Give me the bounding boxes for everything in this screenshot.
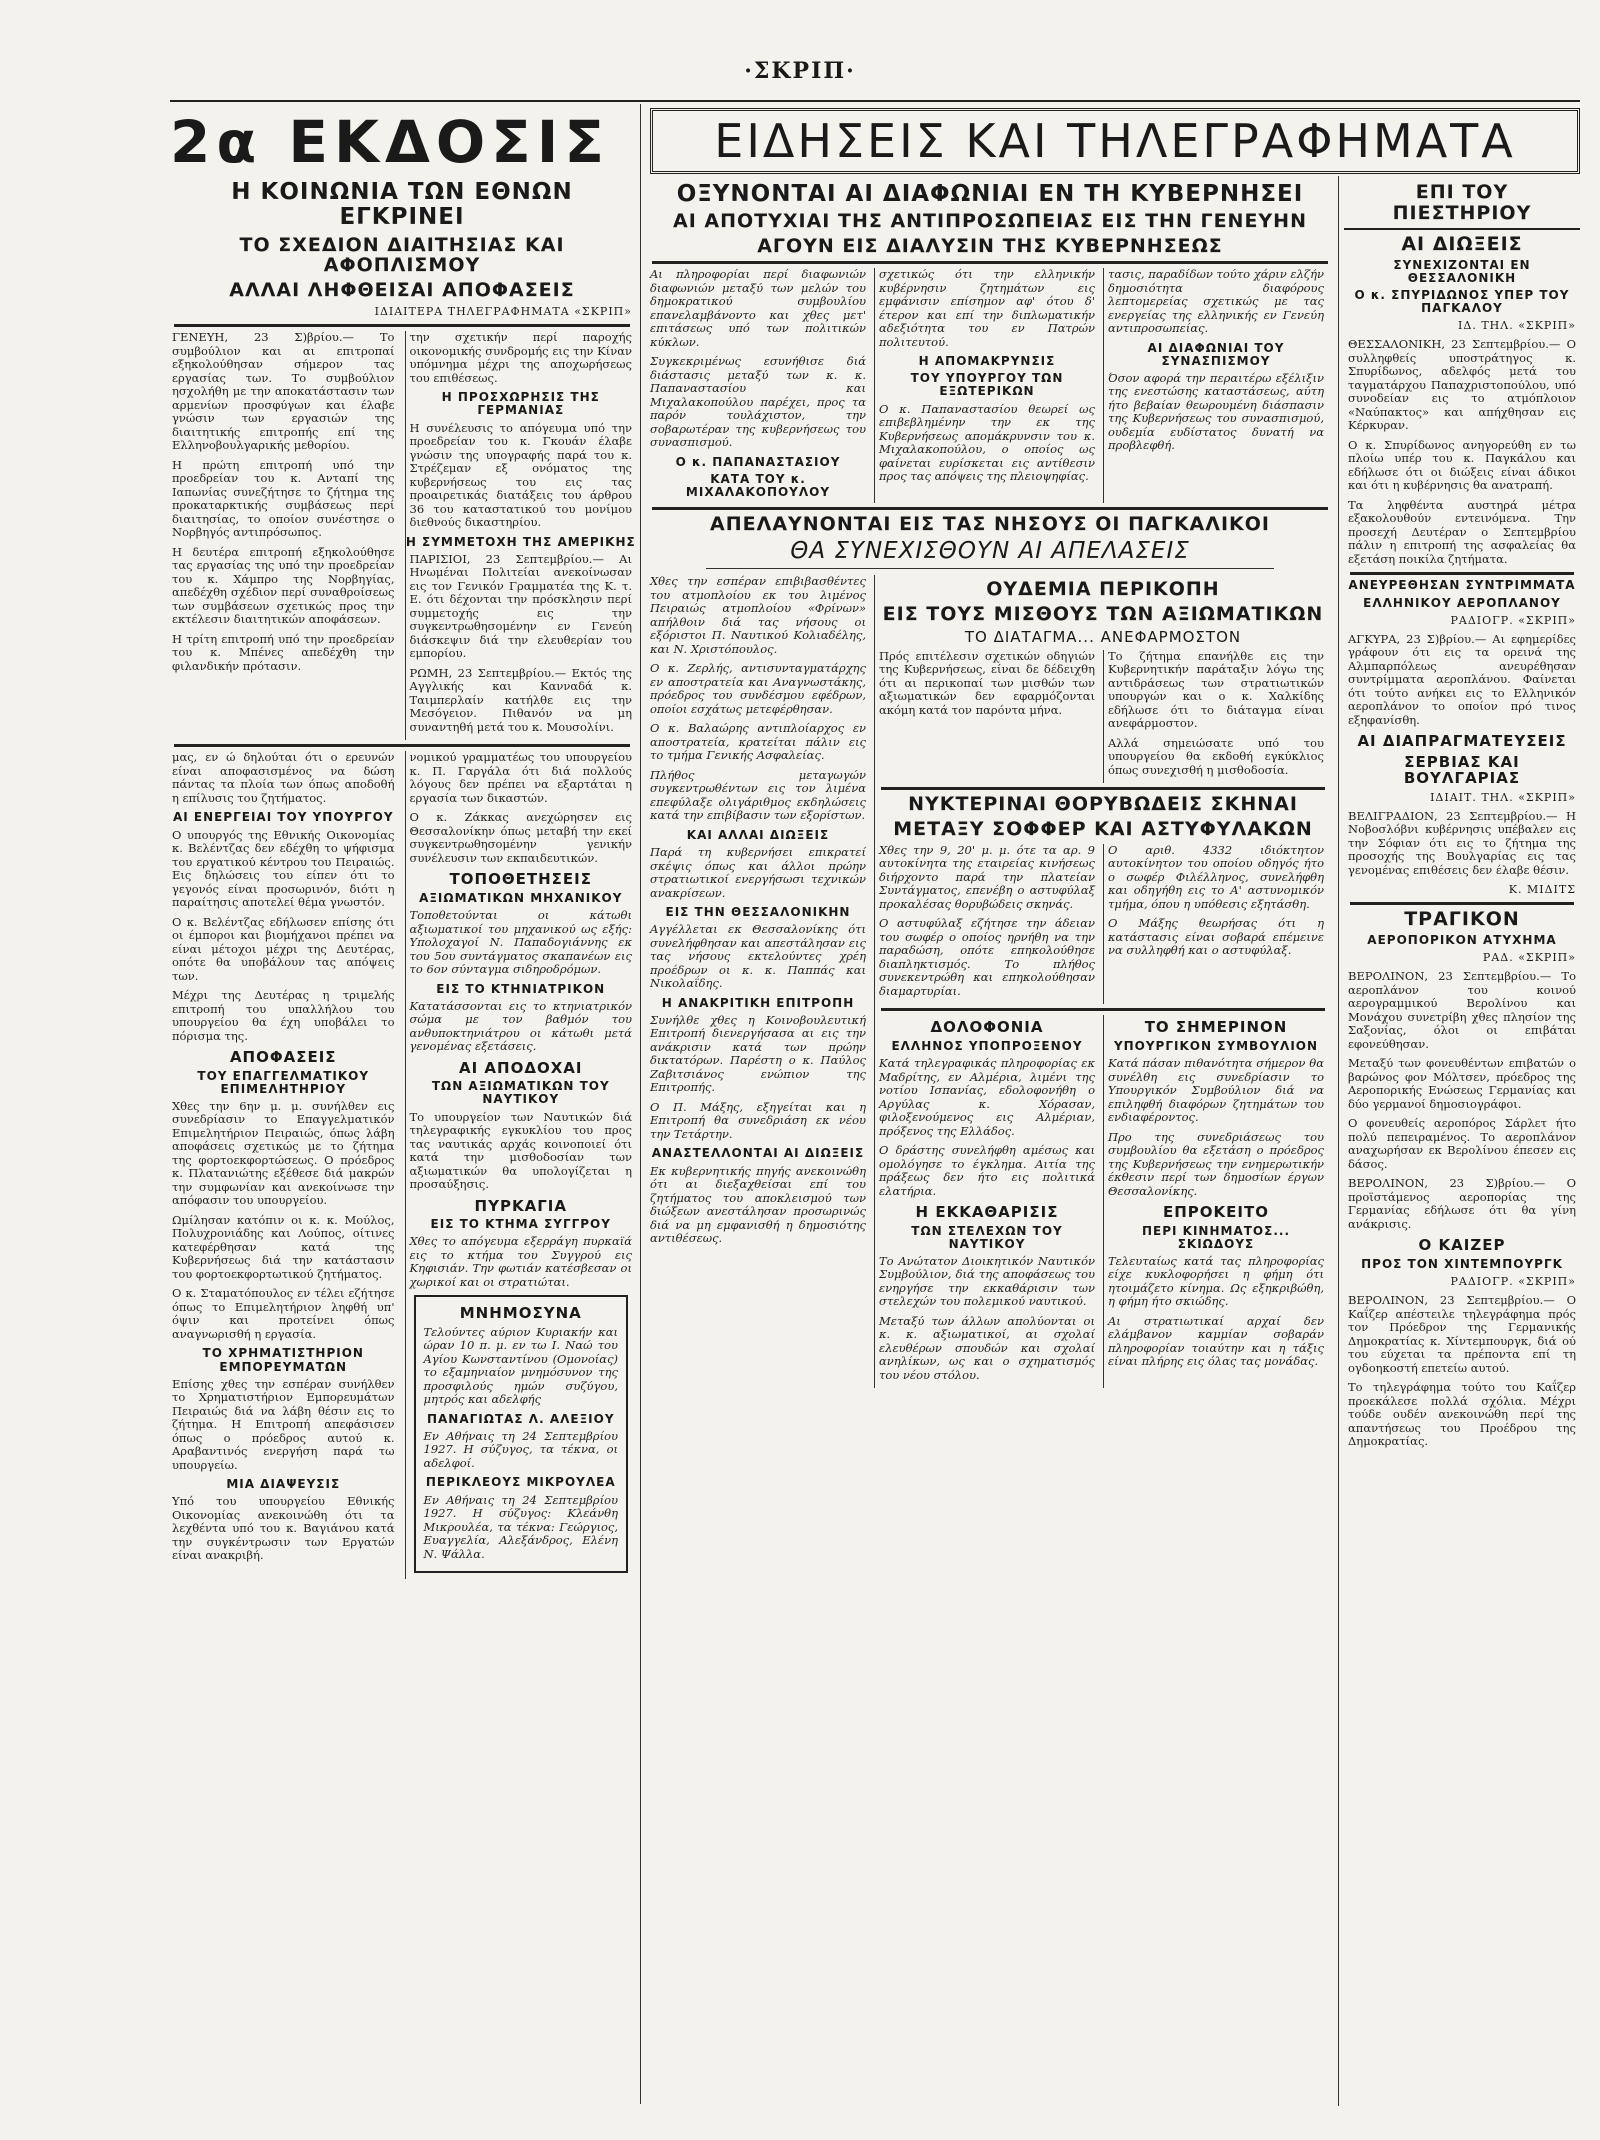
subcolumn-right-lower [405,751,637,1579]
divider [652,507,1328,510]
article-paragraph: Ο κ. Σπυρίδωνος ανηγορεύθη εν τω πλοίω υπέρ του κ. Παγκάλου και εδήλωσε ότι οι διώξεις είναι άδικοι και ότι η κυβέρνησις θα ανατραπή. [1348,437,1576,493]
article-paragraph: Ο κ. Βαλαώρης αντιπλοίαρχος εν αποστρατεία, κρατείται πάλιν εις το τμήμα Γενικής Ασφαλείας. [650,721,866,763]
subheading-xintemburg: ΠΡΟΣ ΤΟΝ ΧΙΝΤΕΜΠΟΥΡΓΚ [1361,1256,1563,1271]
article-paragraph: Επίσης χθες την εσπέραν συνήλθεν το Χρηματιστήριον Εμπορευμάτων Πειραιώς διά να λάβη θέσιν εις το ζήτημα. Η Επιτροπή απεφάσισεν όπως ο πρόεδρος αυτού κ. Αραβαντινός ενεργήση παρά τω υπουργείω. [172,1376,395,1472]
left-section [168,176,636,2096]
subheading-symvoulion: ΥΠΟΥΡΓΙΚΟΝ ΣΥΜΒΟΥΛΙΟΝ [1113,1038,1319,1053]
article-paragraph: ΒΕΡΟΛΙΝΟΝ, 23 Σεπτεμβρίου.— Το αεροπλάνον του κοινού αερογραμμικού Βερολίνου και Μονάχου συνετρίβη χθες πλησίον της Σαξονίας, όλοι οι επιβάται εφονεύθησαν. [1348,969,1576,1051]
byline: Κ. ΜΙΔΙΤΣ [1508,883,1576,897]
subheading-michalakopoulou: ΚΑΤΑ ΤΟΥ κ. ΜΙΧΑΛΑΚΟΠΟΥΛΟΥ [685,471,831,499]
subheading-apodoxai: ΑΙ ΑΠΟΔΟΧΑΙ [459,1058,583,1077]
article-paragraph: νομικού γραμματέως του υπουργείου κ. Π. Γαργάλα ότι διά πολλούς λόγους δεν πρέπει να εξαρτάται η εργασία των δικαστών. [409,750,632,805]
subheading-aeroplanou: ΕΛΛΗΝΙΚΟΥ ΑΕΡΟΠΛΑΝΟΥ [1363,595,1561,610]
headline-piestirion: ΕΠΙ ΤΟΥ ΠΙΕΣΤΗΡΙΟΥ [1344,182,1580,230]
subheading-servias: ΣΕΡΒΙΑΣ ΚΑΙ ΒΟΥΛΓΑΡΙΑΣ [1403,752,1521,788]
article-paragraph: Κατατάσσονται εις το κτηνιατρικόν σώμα με τον βαθμόν του ανθυποκτηνιάτρου οι κάτωθι μετά γενομένας εξετάσεις. [409,998,632,1054]
subheading-kinimatos: ΠΕΡΙ ΚΙΝΗΜΑΤΟΣ... ΣΚΙΩΔΟΥΣ [1141,1223,1290,1251]
divider [1350,572,1574,575]
article-paragraph: Αι πληροφορίαι περί διαφωνιών διαφωνιών μεταξύ των μελών του δημοκρατικού συμβουλίου επανελαμβάνοντο και χθες μετ' επιτάσεως υπό των πολιτικών κύκλων. [650,267,866,349]
article-paragraph: Το τηλεγράφημα τούτο του Καΐζερ προεκάλεσε πολλά σχόλια. Μέχρι τούδε ουδέν ανεκοινώθη περί της απαντήσεως του Προέδρου της Δημοκρατίας. [1348,1380,1576,1449]
article-paragraph: ΠΑΡΙΣΙΟΙ, 23 Σεπτεμβρίου.— Αι Ηνωμέναι Πολιτείαι ανεκοίνωσαν εις τον Γενικόν Γραμματέα της Κ. τ. Ε. ότι δέχονται την πρόσκλησιν περί συμμετοχής εις την συγκεντρωθησομένην εν Γενεύη διάσκεψιν διά την ελευθερίαν του εμπορίου. [409,551,632,661]
subcolumn-left [168,331,399,740]
byline: ΙΔΙΑΙΤ. ΤΗΛ. «ΣΚΡΙΠ» [1430,790,1576,804]
article-paragraph: Χθες την εσπέραν επιβιβασθέντες του ατμοπλοίου εκ του λιμένος Πειραιώς ατμοπλοίου «Φρίνων» απήλθοιν διά τας νήσους οι εξόριστοι Π. Ναυτικού Κολιαδέλης, και Ν. Χριστόπουλος. [650,574,866,656]
news-banner: ΕΙΔΗΣΕΙΣ ΚΑΙ ΤΗΛΕΓΡΑΦΗΜΑΤΑ [650,108,1580,174]
article-paragraph: Τα ληφθέντα αυστηρά μέτρα εξακολουθούν εντεινόμενα. Την προσεχή Δευτέραν ο Σεπτεμβρίου πάλιν η επιτροπή της ασφαλείας θα εξετάση ποικίλα ζητήματα. [1348,497,1576,566]
divider [174,324,630,327]
subheading-papanastasiou: Ο κ. ΠΑΠΑΝΑΣΤΑΣΙΟΥ [675,454,841,469]
article-paragraph: Η συνέλευσις το απόγευμα υπό την προεδρείαν του κ. Γκουάν έλαβε γνώσιν της υπογραφής παρά του κ. Στρέζεμαν εξ ονόματος της κυβερνήσεως του εις τας προαιρετικάς διατάξεις του άρθρου 36 του καταστατικού του μονίμου διεθνούς δικαστηρίου. [409,420,632,530]
subheading-atyxima: ΑΕΡΟΠΟΡΙΚΟΝ ΑΤΥΧΗΜΑ [1367,933,1557,948]
middle-col-d [646,575,870,1388]
headline-apotyxiai: ΑΙ ΑΠΟΤΥΧΙΑΙ ΤΗΣ ΑΝΤΙΠΡΟΣΩΠΕΙΑΣ ΕΙΣ ΤΗΝ ΓΕΝΕΥΗΝ [673,210,1307,233]
article-paragraph: Ο αστυφύλαξ εζήτησε την άδειαν του σωφέρ ο οποίος ηρνήθη να την παραδώση, οπότε επηκολούθησε διαπληκτισμός. Το πλήθος συνεκεντρώθη και επηκολούθησαν διαμαρτυρίαι. [879,916,1095,998]
article-paragraph: ΒΕΡΟΛΙΝΟΝ, 23 Σεπτεμβρίου.— Ο Καΐζερ απέστειλε τηλεγράφημα πρός τον Πρόεδρον της Γερμανικής Δημοκρατίας κ. Χίντεμπουργκ, διά ού του εύχεται τα πρέποντα επί τη ογδοηκοστή επετείω αυτού. [1348,1293,1576,1375]
lower-two-column [168,751,636,1579]
article-paragraph: Τελούντες αύριον Κυριακήν και ώραν 10 π. μ. εν τω Ι. Ναώ του Αγίου Κωνσταντίνου (Ομονοίας) το εξαμηνιαίον μνημόσυνον της προσφιλούς ημών συζύγου, μητρός και αδελφής [423,1324,618,1407]
headline-allai: ΑΛΛΑΙ ΛΗΦΘΕΙΣΑΙ ΑΠΟΦΑΣΕΙΣ [229,279,575,302]
article-paragraph: Υπό του υπουργείου Εθνικής Οικονομίας ανεκοινώθη ότι τα λεχθέντα υπό του κ. Βαγιάνου κατά την συγκέντρωσιν των Εργατών είναι ανακριβή. [172,1494,395,1563]
article-paragraph: Αι στρατιωτικαί αρχαί δεν ελάμβανον καμμίαν σοβαράν πληροφορίαν τοιαύτην και η τάξις είναι πλήρης εις όλας τας μονάδας. [1108,1313,1324,1369]
article-paragraph: ΓΕΝΕΥΗ, 23 Σ)βρίου.— Το συμβούλιον και αι επιτροπαί εξηκολούθησαν σήμερον τας εργασίας των. Το συμβούλιον ησχολήθη με την αποκατάστασιν των αρμενίων προσφύγων και έλαβε γνώσιν των εργασιών της διαιτητικής επιτροπής επί της Ελληνοβουλγαρικής μεθορίου. [172,330,395,453]
headline-schedion: ΤΟ ΣΧΕΔΙΟΝ ΔΙΑΙΤΗΣΙΑΣ ΚΑΙ ΑΦΟΠΛΙΣΜΟΥ [239,233,565,277]
subheading-amerikis: Η ΣΥΜΜΕΤΟΧΗ ΤΗΣ ΑΜΕΡΙΚΗΣ [405,534,636,549]
edition-banner: 2α ΕΚΔΟΣΙΣ [170,108,610,176]
subheading-ktiniatrikon: ΕΙΣ ΤΟ ΚΤΗΝΙΑΤΡΙΚΟΝ [436,981,606,996]
headline-apelaunontai: ΑΠΕΛΑΥΝΟΝΤΑΙ ΕΙΣ ΤΑΣ ΝΗΣΟΥΣ ΟΙ ΠΑΓΚΑΛΙΚΟΙ [710,513,1270,536]
byline: ΡΑΔ. «ΣΚΡΙΠ» [1482,951,1576,965]
oudemia-col-a [875,650,1099,784]
subheading-thessaloniki: ΣΥΝΕΧΙΖΟΝΤΑΙ ΕΝ ΘΕΣΣΑΛΟΝΙΚΗ [1393,257,1531,285]
subheading-kai-alles: ΚΑΙ ΑΛΛΑΙ ΔΙΩΞΕΙΣ [686,827,830,842]
memorial-box [414,1295,629,1573]
subheading-simerinon: ΤΟ ΣΗΜΕΡΙΝΟΝ [1144,1018,1288,1037]
subheading-apofaseis: ΑΠΟΦΑΣΕΙΣ [229,1048,337,1067]
article-paragraph: Μεταξύ των άλλων απολύονται οι κ. κ. αξιωματικοί, αι σχολαί ελευθέρων σπουδών και σχολαί ανηλίκων, ως και ο σχηματισμός του νέου στόλου. [879,1313,1095,1382]
subheading-epimelitirio: ΤΟΥ ΕΠΑΓΓΕΛΜΑΤΙΚΟΥ ΕΠΙΜΕΛΗΤΗΡΙΟΥ [197,1068,370,1096]
article-paragraph: Προ της συνεδριάσεως του συμβουλίου θα εξετάση ο πρόεδρος της Κυβερνήσεως την ενημερωτικήν έκθεσιν περί των δημοσίων έργων Θεσσαλονίκης. [1108,1129,1324,1198]
article-paragraph: Το υπουργείον των Ναυτικών διά τηλεγραφικής εγκυκλίου του προς τας ναυτικάς αρχάς κοινοποιεί ότι κατά την μισθοδοσίαν των αξιωματικών θα υπολογίζεται η προσαύξησις. [409,1109,632,1192]
subheading-anastellontai: ΑΝΑΣΤΕΛΛΟΝΤΑΙ ΑΙ ΔΙΩΞΕΙΣ [651,1146,865,1161]
lower-right-col-a [875,1015,1099,1388]
subheading-apomakrynsis: Η ΑΠΟΜΑΚΡΥΝΣΙΣ [918,354,1056,369]
article-paragraph: Η τρίτη επιτροπή υπό την προεδρείαν του κ. Μπένες απεδέχθη την φιλανδικήν πρότασιν. [172,631,395,673]
subheading-diapsefsis: ΜΙΑ ΔΙΑΨΕΥΣΙΣ [226,1477,341,1492]
article-paragraph: Ο κ. Παπαναστασίου θεωρεί ως επιβεβλημένην την εκ της Κυβερνήσεως απομάκρυνσιν του κ. Μιχαλακοπούλου, ο οποίος ως φαίνεται ευρίσκεται εις αντίθεσιν προς τας απόψεις της πλειοψηφίας. [879,401,1095,484]
byline: ΙΔ. ΤΗΛ. «ΣΚΡΙΠ» [1458,319,1576,333]
article-paragraph: Αλλά σημειώσατε υπό του υπουργείου θα εκδοθή εγκύκλιος όπως συνεχισθή η μισθοδοσία. [1108,735,1324,777]
article-paragraph: Η δευτέρα επιτροπή εξηκολούθησε τας εργασίας της υπό την προεδρείαν του κ. Χάμπρο της Νορβηγίας, απεδέχθη σχέδιον περί συναθροίσεως των συμβάσεων σχετικώς προς την εκτέλεσιν διαιτητικών αποφάσεων. [172,544,395,627]
subheading-eprokeito: ΕΠΡΟΚΕΙΤΟ [1163,1203,1269,1222]
subheading-nautikou: ΤΩΝ ΑΞΙΩΜΑΤΙΚΩΝ ΤΟΥ ΝΑΥΤΙΚΟΥ [431,1079,610,1107]
subheading-diapragmateuseis: ΑΙ ΔΙΑΠΡΑΓΜΑΤΕΥΣΕΙΣ [1357,732,1567,751]
column-rule [1338,176,1339,2106]
subheading-dolofonia: ΔΟΛΟΦΟΝΙΑ [930,1018,1044,1037]
subheading-thessaloniki: ΕΙΣ ΤΗΝ ΘΕΣΣΑΛΟΝΙΚΗΝ [665,905,851,920]
article-paragraph: Ο κ. Ζάκκας ανεχώρησεν εις Θεσσαλονίκην όπως μεταβή την εκεί συγκεντρωθησομένην γενικήν συνέλευσιν των εκπαιδευτικών. [409,810,632,865]
divider [881,1008,1325,1011]
right-section [1344,178,1580,2098]
article-paragraph: Το Ανώτατον Διοικητικόν Ναυτικόν Συμβούλιον, διά της αποφάσεως του ενηργήσε την εκκαθάρισιν των στελεχών του πολεμικού ναυτικού. [879,1253,1095,1309]
article-paragraph: ΒΕΛΙΓΡΑΔΙΟΝ, 23 Σεπτεμβρίου.— Η Νοβοσλόβνι κυβέρνησις υπέβαλεν εις την Σόφιαν ότι εις το ζήτημα της προσοχής της Βουλγαρίας εις τας γενομένας επιθέσεις δεν έλαβε θέσιν. [1348,808,1576,877]
article-paragraph: Τοποθετούνται οι κάτωθι αξιωματικοί του μηχανικού ως εξής: Υπολοχαγοί Ν. Παπαδογιάννης εκ του 5ου συντάγματος σκαπανέων εις το 6ον σύνταγμα σιδηροδρόμων. [409,908,632,977]
nykterinai-col-b [1103,844,1328,1005]
article-paragraph: Ο κ. Σταματόπουλος εν τέλει εζήτησε όπως το Επιμελητήριον ληφθή υπ' όψιν και προτείνει όπως αναγνωρισθή η εργασία. [172,1286,395,1341]
divider [1350,902,1574,905]
headline-nykterinai: ΝΥΚΤΕΡΙΝΑΙ ΘΟΡΥΒΩΔΕΙΣ ΣΚΗΝΑΙ [908,793,1298,816]
divider [881,787,1325,790]
divider [174,744,630,747]
subheading-diafonia: ΑΙ ΔΙΑΦΩΝΙΑΙ ΤΟΥ ΣΥΝΑΣΠΙΣΜΟΥ [1147,340,1285,368]
article-paragraph: Το ζήτημα επανήλθε εις την Κυβερνητικήν παράταξιν λόγω της αντιδράσεως των στρατιωτικών υπουργών και ο κ. Χαλκίδης εδήλωσε ότι το διάταγμα είναι ανεφάρμοστον. [1108,648,1324,731]
article-two-column [168,331,636,740]
subcolumn-left-lower [168,751,399,1579]
article-paragraph: Ο Π. Μάξης, εξηγείται και η Επιτροπή θα συνεδριάση εκ νέου την Τετάρτην. [650,1099,866,1141]
article-paragraph: Χθες την 6ην μ. μ. συνήλθεν εις συνεδρίασιν το Επαγγελματικόν Επιμελητήριον Πειραιώς, όπως λάβη αποφάσεις σχετικώς με το ζήτημα της φορτοεκφορτώσεως. Ο πρόεδρος κ. Πλατανιώτης εξέθεσε διά μακρών την συμφωνίαν και ανεκοίνωσε την απόφασιν του υπουργείου. [172,1098,395,1208]
subheading-energeiai: ΑΙ ΕΝΕΡΓΕΙΑΙ ΤΟΥ ΥΠΟΥΡΓΟΥ [172,810,394,825]
article-paragraph: Εν Αθήναις τη 24 Σεπτεμβρίου 1927. Η σύζυγος, τα τέκνα, οι αδελφοί. [423,1428,618,1470]
article-paragraph: ΡΩΜΗ, 23 Σεπτεμβρίου.— Εκτός της Αγγλικής και Κανναδά κ. Ταιμπερλαίν κατήλθε εις την Μεσόγειον. Πιθανόν να μη συναντηθή μετά του κ. Μουσολίνι. [409,665,632,734]
lower-right-columns [875,1015,1331,1388]
subheading-exoterikon: ΤΟΥ ΥΠΟΥΡΓΟΥ ΤΩΝ ΕΞΩΤΕΡΙΚΩΝ [910,371,1064,399]
oudemia-columns [875,650,1331,784]
underline [706,568,1274,569]
article-paragraph: Ωμίλησαν κατόπιν οι κ. κ. Μούλος, Πολυχρονιάδης και Λούπος, οίτινες κατεφέρθησαν κατά της Κυβερνήσεως διά την κατάστασιν του φορτοεκφορτωτικού ζητήματος. [172,1212,395,1281]
article-paragraph: Μεταξύ των φονευθέντων επιβατών ο βαρώνος φον Μόλτσεν, πρόεδρος της Αεροπορικής Ενώσεως Γερμανίας και δύο γερμανοί δημοσιογράφοι. [1348,1056,1576,1111]
subheading-topothetiseis: ΤΟΠΟΘΕΤΗΣΕΙΣ [449,870,592,889]
masthead: ·ΣΚΡΙΠ· [744,58,856,84]
article-paragraph: Ο υπουργός της Εθνικής Οικονομίας κ. Βελέντζας δεν εδέχθη το ψήφισμα του εργατικού κέντρου του Πειραιώς. Εις δηλώσεις του είπεν ότι το γεγονός είναι προσωρινόν, διότι η παραίτησις αποτελεί θέμα γνωστόν. [172,827,395,910]
headline-oudemia: ΟΥΔΕΜΙΑ ΠΕΡΙΚΟΠΗ [986,578,1220,601]
subheading-germania: Η ΠΡΟΣΧΩΡΗΣΙΣ ΤΗΣ ΓΕΡΜΑΝΙΑΣ [441,390,600,418]
nykterinai-columns [875,844,1331,1005]
article-paragraph: Ο Μάξης θεωρήσας ότι η κατάστασις είναι σοβαρά επέμεινε να συλληφθή και ο αστυφύλαξ. [1108,916,1324,958]
lower-right-col-b [1103,1015,1328,1388]
headline-koinonia: Η ΚΟΙΝΩΝΙΑ ΤΩΝ ΕΘΝΩΝ ΕΓΚΡΙΝΕΙ [231,179,573,231]
memorial-name: ΠΑΝΑΓΙΩΤΑΣ Λ. ΑΛΕΞΙΟΥ [426,1411,615,1426]
article-paragraph: Εκ κυβερνητικής πηγής ανεκοινώθη ότι αι διεξαχθείσαι επί του ζητήματος του αποκλεισμού των διώξεων ανεστάλησαν προσωρινώς διά να μη εμφανισθή η δημοσιότης αντιθέσεως. [650,1163,866,1246]
subheading-anakritiki: Η ΑΝΑΚΡΙΤΙΚΗ ΕΠΙΤΡΟΠΗ [661,995,855,1010]
subheading-stelexon: ΤΩΝ ΣΤΕΛΕΧΩΝ ΤΟΥ ΝΑΥΤΙΚΟΥ [911,1223,1063,1251]
subheading-chrimatistirio: ΤΟ ΧΡΗΜΑΤΙΣΤΗΡΙΟΝ ΕΜΠΟΡΕΥΜΑΤΩΝ [202,1346,364,1374]
article-paragraph: Η πρώτη επιτροπή υπό την προεδρείαν του κ. Ανταπί της Ιαπωνίας συνεζήτησε το ζήτημα της προκαταρκτικής συμβάσεως περί διαιτησίας, το οποίον συνέστησε ο Νορβηγός αντιπρόσωπος. [172,457,395,540]
article-paragraph: Κατά πάσαν πιθανότητα σήμερον θα συνέλθη εις συνεδρίασιν το Υπουργικόν Συμβούλιον διά να επιληφθή διαφόρων ζητημάτων του ενδιαφέροντος. [1108,1056,1324,1125]
article-paragraph: Μέχρι της Δευτέρας η τριμελής επιτροπή του υπαλλήλου του υπουργείου θα έχη υποβάλει το πόρισμα της. [172,988,395,1043]
subheading-pyrkagia: ΠΥΡΚΑΓΙΑ [474,1196,567,1215]
headline-sofer: ΜΕΤΑΞΥ ΣΟΦΦΕΡ ΚΑΙ ΑΣΤΥΦΥΛΑΚΩΝ [893,818,1313,840]
article-paragraph: Πλήθος μεταγωγών συγκεντρωθέντων εις τον λιμένα επεφύλαξε ολιγάριθμος εκδηλώσεις κατά την επιβίβασιν των εξορίστων. [650,767,866,823]
headline-misthous: ΕΙΣ ΤΟΥΣ ΜΙΣΘΟΥΣ ΤΩΝ ΑΞΙΩΜΑΤΙΚΩΝ [882,603,1324,626]
article-paragraph: Αγγέλλεται εκ Θεσσαλονίκης ότι συνελήφθησαν και απεστάλησαν εις τας νήσους εκτελούντες χρέη προέδρων οι κ. κ. Παππάς και Νικολαΐδης. [650,922,866,991]
article-paragraph: ΘΕΣΣΑΛΟΝΙΚΗ, 23 Σεπτεμβρίου.— Ο συλληφθείς υποστράτηγος κ. Σπυρίδωνος, αδελφός μετά του ταγματάρχου Παπαχριστοπούλου, υπό συνοδείαν εις το ατμόπλοιον «Ναύπακτος» και απήχθησαν εις Κέρκυραν. [1348,337,1576,433]
headline-dioxeis: ΑΙ ΔΙΩΞΕΙΣ [1401,232,1523,255]
subheading-ypoproxenou: ΕΛΛΗΝΟΣ ΥΠΟΠΡΟΞΕΝΟΥ [891,1038,1083,1053]
subheading-ktima: ΕΙΣ ΤΟ ΚΤΗΜΑ ΣΥΓΓΡΟΥ [430,1217,611,1232]
subcolumn-right [405,331,637,740]
article-paragraph: Ο δράστης συνελήφθη αμέσως και ομολόγησε το έγκλημα. Αιτία της πράξεως δεν ήτο εις πολιτικά ελατήρια. [879,1143,1095,1198]
byline: ΡΑΔΙΟΓΡ. «ΣΚΡΙΠ» [1450,1275,1576,1289]
column-rule [640,104,641,2104]
subheading-mixanikou: ΑΞΙΩΜΑΤΙΚΩΝ ΜΗΧΑΝΙΚΟΥ [419,890,623,905]
subheading-tragikon: ΤΡΑΓΙΚΟΝ [1404,908,1520,931]
middle-col-a [646,268,870,503]
article-paragraph: Τελευταίως κατά τας πληροφορίας είχε κυκλοφορήσει η φήμη ότι ητοιμάζετο κίνημα. Ως εξηκριβώθη, η φήμη ήτο σκιώδης. [1108,1253,1324,1309]
middle-section [646,178,1334,2098]
article-paragraph: τασις, παραδίδων τούτο χάριν ελζήν δημοσιότητα διαφόρους λεπτομερείας σχετικώς με τας ενεργείας της ελληνικής εν Γενεύη αντιπροσωπείας. [1108,267,1324,336]
top-rule [170,100,1580,102]
byline: ΙΔΙΑΙΤΕΡΑ ΤΗΛΕΓΡΑΦΗΜΑΤΑ «ΣΚΡΙΠ» [374,305,632,319]
nykterinai-col-a [875,844,1099,1005]
article-paragraph: ΒΕΡΟΛΙΝΟΝ, 23 Σ)βρίου.— Ο προϊστάμενος αεροπορίας της Γερμανίας εδήλωσε ότι θα γίνη ανάκρισις. [1348,1176,1576,1231]
article-paragraph: Ο φονευθείς αεροπόρος Σάρλετ ήτο πολύ πεπειραμένος. Το αεροπλάνον αναχωρήσαν εκ Βερολίνου έπεσεν εις δάσος. [1348,1116,1576,1171]
article-paragraph: σχετικώς ότι την ελληνικήν κυβέρνησιν ζητημάτων εις εμφάνισιν επίσημον αφ' ότου δ' έτερον και επί την διπλωματικήν αδεξιότητα του εν Πατρών πολιτευτού. [879,267,1095,349]
article-paragraph: Ο κ. Βελέντζας εδήλωσεν επίσης ότι οι έμποροι και βιομήχανοι πρέπει να είναι μέτοχοι μέχρι της Δευτέρας, οπότε θα υποβάλουν τας απόψεις των. [172,914,395,983]
article-paragraph: Συγκεκριμένως εσυνήθισε διά διάστασις μεταξύ των κ. κ. Παπαναστασίου και Μιχαλακοπούλου παρέχει, προς τα παρόν τουλάχιστον, την σοβαρωτέραν της κυβερνήσεως του συνασπισμού. [650,354,866,450]
headline-oxynontai: ΟΞΥΝΟΝΤΑΙ ΑΙ ΔΙΑΦΩΝΙΑΙ ΕΝ ΤΗ ΚΥΒΕΡΝΗΣΕΙ [676,181,1304,207]
subheading-mnimosyna: ΜΝΗΜΟΣΥΝΑ [459,1304,582,1323]
article-paragraph: Χθες το απόγευμα εξερράγη πυρκαϊά εις το κτήμα του Συγγρού εις Κηφισιάν. Την φωτιάν κατέσβεσαν οι χωρικοί και οι στρατιώται. [409,1234,632,1289]
headline-agoun: ΑΓΟΥΝ ΕΙΣ ΔΙΑΛΥΣΙΝ ΤΗΣ ΚΥΒΕΡΝΗΣΕΩΣ [757,235,1223,258]
memorial-name: ΠΕΡΙΚΛΕΟΥΣ ΜΙΚΡΟΥΛΕΑ [425,1475,616,1490]
article-paragraph: Πρός επιτέλεσιν σχετικών οδηγιών της Κυβερνήσεως, είναι δε δέδειχθη ότι αι περικοπαί των μισθών των αξιωματικών δεν εφαρμόζονται ακόμη κατά τον παρόντα μήνα. [879,648,1095,717]
oudemia-col-b [1103,650,1328,784]
byline: ΡΑΔΙΟΓΡ. «ΣΚΡΙΠ» [1450,613,1576,627]
article-paragraph: Εν Αθήναις τη 24 Σεπτεμβρίου 1927. Η σύζυγος: Κλεάνθη Μικρουλέα, τα τέκνα: Γεώργιος, Ευαγγελία, Αλεξάνδρος, Ελένη Ν. Ψάλλα. [423,1492,618,1561]
article-paragraph: Όσον αφορά την περαιτέρω εξέλιξιν της ενεστώσης καταστάσεως, αύτη ήτο βεβαίαν θεωρουμένη διάσπασιν της Κυβερνήσεως του συνασπισμού, ουδεμία ευδίστατος δυνατή να προβλεφθή. [1108,370,1324,453]
middle-top-columns [646,268,1334,503]
headline-diatagma: ΤΟ ΔΙΑΤΑΓΜΑ... ΑΝΕΦΑΡΜΟΣΤΟΝ [964,628,1242,647]
divider [652,261,1328,264]
middle-col-c [1103,268,1328,503]
middle-right-block [874,575,1331,1388]
article-paragraph: Συνήλθε χθες η Κοινοβουλευτική Επιτροπή διενεργήσασα αι εις την ανάκρισιν κατά των πρώην δικτατόρων. Παρέστη ο κ. Παύλος Ζαβιτσιάνος ενώπιον της Επιτροπής. [650,1012,866,1095]
middle-bottom-columns [646,575,1334,1388]
subheading-syntrimmata: ΑΝΕΥΡΕΘΗΣΑΝ ΣΥΝΤΡΙΜΜΑΤΑ [1348,578,1576,593]
subheading-spyridonos: Ο κ. ΣΠΥΡΙΔΩΝΟΣ ΥΠΕΡ ΤΟΥ ΠΑΓΚΑΛΟΥ [1354,288,1570,316]
subheading-ekkatharisis: Η ΕΚΚΑΘΑΡΙΣΙΣ [915,1203,1059,1222]
middle-col-b [874,268,1099,503]
subheading-kaizer: Ο ΚΑΙΖΕΡ [1418,1236,1506,1255]
headline-apelaseis: ΘΑ ΣΥΝΕΧΙΣΘΟΥΝ ΑΙ ΑΠΕΛΑΣΕΙΣ [790,538,1190,565]
article-paragraph: ΑΓΚΥΡΑ, 23 Σ)βρίου.— Αι εφημερίδες γράφουν ότι εις τα ορεινά της Αλμπαρπόλεως ανευρέθησαν συντρίμματα αεροπλάνου. Φαίνεται ότι τούτο ανήκει εις το Ελληνικόν αεροπλάνον το οποίον πρό τινος εξηφανίσθη. [1348,631,1576,727]
article-paragraph: Παρά τη κυβερνήσει επικρατεί σκέψις όπως και άλλοι πρώην στρατιωτικοί ενεργήσωσι τεχνικών ανακρίσεων. [650,845,866,900]
article-paragraph: την σχετικήν περί παροχής οικονομικής συνδρομής εις την Κίναν υπόμνημα μέχρι της αποχωρήσεως του επιθέσεως. [409,330,632,385]
article-paragraph: μας, εν ώ δηλούται ότι ο ερευνών είναι αποφασισμένος να δώση πάντας τα πλοία των όπως αποδοθή η επίλυσις του ζητήματος. [172,750,395,805]
article-paragraph: Κατά τηλεγραφικάς πληροφορίας εκ Μαδρίτης, εν Αλμέρια, λιμένι της νοτίου Ισπανίας, εδολοφονήθη ο Αργύλας κ. Χόρασαν, φιλοξενούμενος εις Αλμέριαν, πρόξενος της Ελλάδος. [879,1056,1095,1138]
article-paragraph: Ο αριθ. 4332 ιδιόκτητον αυτοκίνητον του οποίου οδηγός ήτο ο σωφέρ Φιλέλληνος, συνελήφθη και οδηγήθη εις το Α' αστυνομικόν τμήμα, όπου η υπόθεσις εξητάσθη. [1108,842,1324,911]
article-paragraph: Χθες την 9, 20' μ. μ. ότε τα αρ. 9 αυτοκίνητα της εταιρείας κινήσεως διήρχοντο παρά την πλατείαν Συντάγματος, επενέβη ο αστυφύλαξ προκαλέσας θορυβώδεις σκηνάς. [879,842,1095,911]
article-paragraph: Ο κ. Ζερλής, αντισυνταγματάρχης εν αποστρατεία και Αναγνωστάκης, πρόεδρος του συνδέσμου εφέδρων, οποίοι εσχάτως μετεφέρθησαν. [650,661,866,716]
